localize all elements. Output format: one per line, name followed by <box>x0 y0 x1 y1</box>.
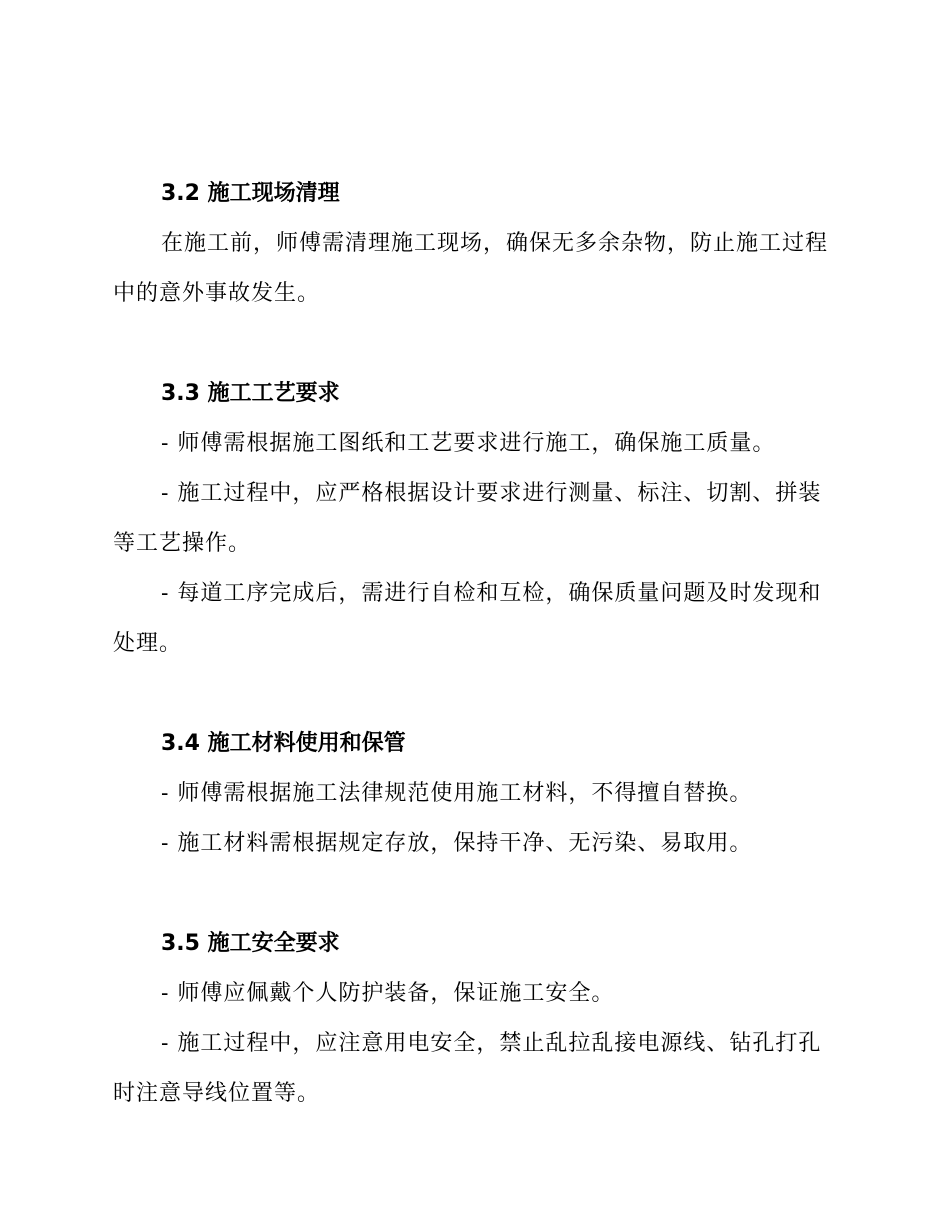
list-item: - 施工过程中，应注意用电安全，禁止乱拉乱接电源线、钻孔打孔时注意导线位置等。 <box>113 1031 822 1106</box>
document-body <box>113 169 835 1119</box>
list-item: - 师傅需根据施工图纸和工艺要求进行施工，确保施工质量。 <box>161 431 776 456</box>
section-3-3 <box>113 369 835 669</box>
section-heading: 3.3 施工工艺要求 <box>161 381 340 406</box>
section-heading: 3.2 施工现场清理 <box>161 181 340 206</box>
list-item: - 师傅需根据施工法律规范使用施工材料，不得擅自替换。 <box>161 781 753 806</box>
section-3-2 <box>113 169 835 319</box>
list-item: - 每道工序完成后，需进行自检和互检，确保质量问题及时发现和处理。 <box>113 581 822 656</box>
paragraph: 在施工前，师傅需清理施工现场，确保无多余杂物，防止施工过程中的意外事故发生。 <box>113 231 829 306</box>
list-item: - 施工材料需根据规定存放，保持干净、无污染、易取用。 <box>161 831 753 856</box>
section-heading: 3.5 施工安全要求 <box>161 931 340 956</box>
list-item: - 师傅应佩戴个人防护装备，保证施工安全。 <box>161 981 615 1006</box>
section-3-5 <box>113 919 835 1119</box>
list-item: - 施工过程中，应严格根据设计要求进行测量、标注、切割、拼装等工艺操作。 <box>113 481 822 556</box>
section-heading: 3.4 施工材料使用和保管 <box>161 731 406 756</box>
section-3-4 <box>113 719 835 869</box>
